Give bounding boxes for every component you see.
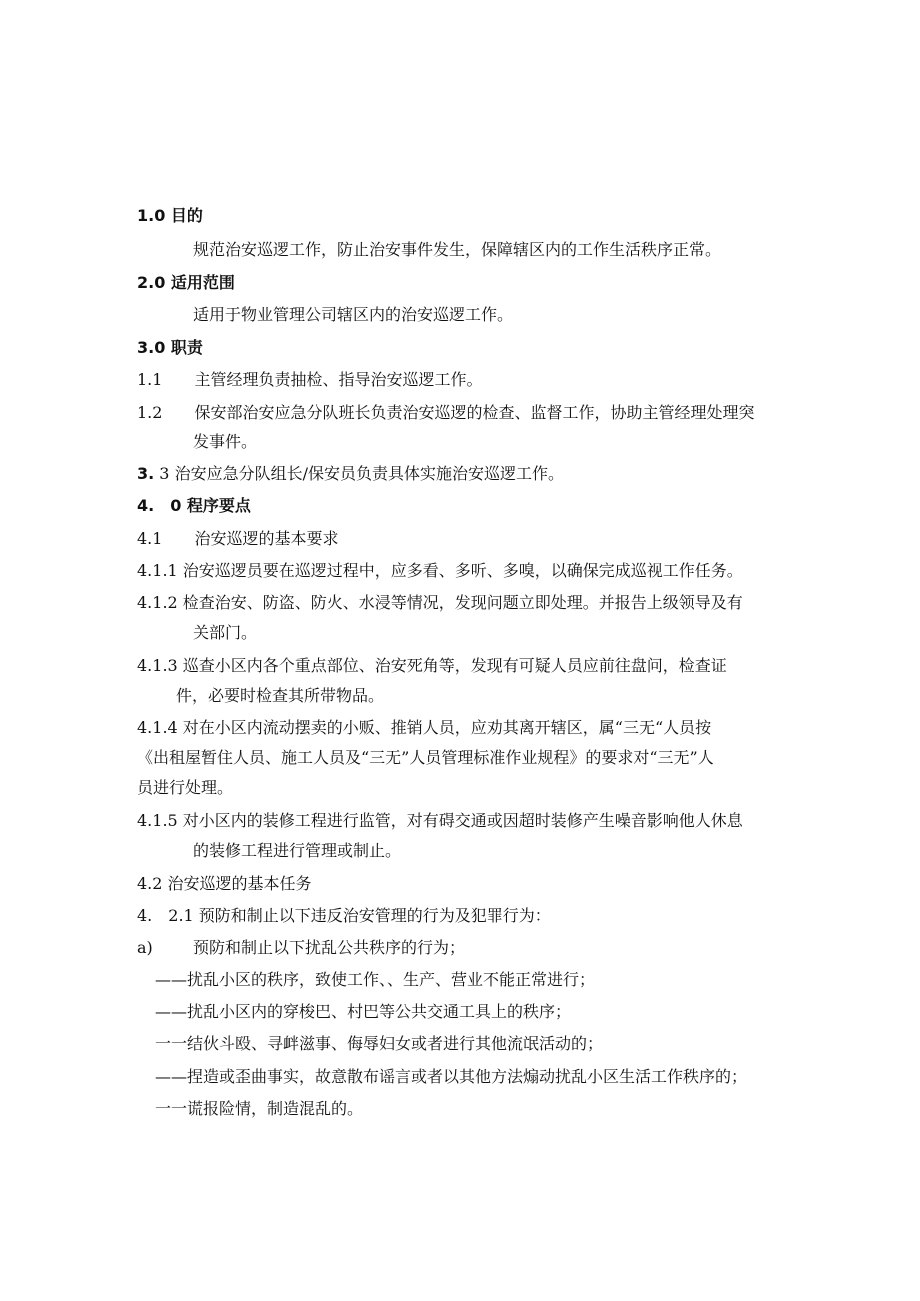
- section-3-3-number: 3.: [137, 464, 155, 483]
- dash-item-4: ——捏造或歪曲事实，故意散布谣言或者以其他方法煽动扰乱小区生活工作秩序的；: [155, 1067, 748, 1086]
- section-4-2-1: 4. 2.1 预防和制止以下违反治安管理的行为及犯罪行为：: [137, 906, 551, 925]
- section-4-1-3-line-2: 件，必要时检查其所带物品。: [176, 686, 385, 705]
- section-2-heading: 2.0 适用范围: [137, 273, 235, 292]
- section-4-1-4-line-1: 4.1.4 对在小区内流动摆卖的小贩、推销人员，应劝其离开辖区，属“三无“人员按: [137, 718, 712, 737]
- section-3-2-line-2: 发事件。: [193, 432, 258, 451]
- section-3-3-text: 3 治安应急分队组长/保安员负责具体实施治安巡逻工作。: [154, 464, 564, 483]
- section-4-1-3-line-1: 4.1.3 巡查小区内各个重点部位、治安死角等，发现有可疑人员应前往盘问，检查证: [137, 656, 727, 675]
- section-3-heading: 3.0 职责: [137, 338, 203, 357]
- section-1-body: 规范治安巡逻工作，防止治安事件发生，保障辖区内的工作生活秩序正常。: [193, 240, 722, 259]
- section-4-1-4-line-2: 《出租屋暂住人员、施工人员及“三无”人员管理标准作业规程》的要求对“三无”人: [137, 748, 714, 767]
- item-a-label: a): [137, 938, 153, 957]
- section-3-2-line-1: 1.2 保安部治安应急分队班长负责治安巡逻的检查、监督工作，协助主管经理处理突: [137, 403, 755, 422]
- dash-item-5: 一一谎报险情，制造混乱的。: [155, 1099, 364, 1118]
- dash-item-3: 一一结伙斗殴、寻衅滋事、侮辱妇女或者进行其他流氓活动的；: [155, 1034, 604, 1053]
- section-4-2: 4.2 治安巡逻的基本任务: [137, 874, 312, 893]
- section-4-heading: 4. 0 程序要点: [137, 496, 251, 515]
- section-4-1-2-line-2: 关部门。: [193, 623, 258, 642]
- section-4-1-2-line-1: 4.1.2 检查治安、防盗、防火、水浸等情况，发现问题立即处理。并报告上级领导及有: [137, 593, 743, 612]
- dash-item-1: ——扰乱小区的秩序，致使工作、、生产、营业不能正常进行；: [155, 970, 596, 989]
- section-2-body: 适用于物业管理公司辖区内的治安巡逻工作。: [193, 305, 514, 324]
- section-4-1-5-line-2: 的装修工程进行管理或制止。: [193, 841, 402, 860]
- section-4-1-1: 4.1.1 治安巡逻员要在巡逻过程中，应多看、多听、多嗅，以确保完成巡视工作任务。: [137, 561, 743, 580]
- section-1-heading: 1.0 目的: [137, 206, 203, 225]
- section-4-1-5-line-1: 4.1.5 对小区内的装修工程进行监管，对有碍交通或因超时装修产生噪音影响他人休息: [137, 811, 743, 830]
- dash-item-2: ——扰乱小区内的穿梭巴、村巴等公共交通工具上的秩序；: [155, 1002, 572, 1021]
- item-a-text: 预防和制止以下扰乱公共秩序的行为；: [193, 938, 466, 957]
- section-3-1: 1.1 主管经理负责抽检、指导治安巡逻工作。: [137, 370, 483, 389]
- section-4-1-4-line-3: 员进行处理。: [137, 778, 234, 797]
- section-4-1: 4.1 治安巡逻的基本要求: [137, 529, 339, 548]
- section-3-3: [137, 463, 564, 485]
